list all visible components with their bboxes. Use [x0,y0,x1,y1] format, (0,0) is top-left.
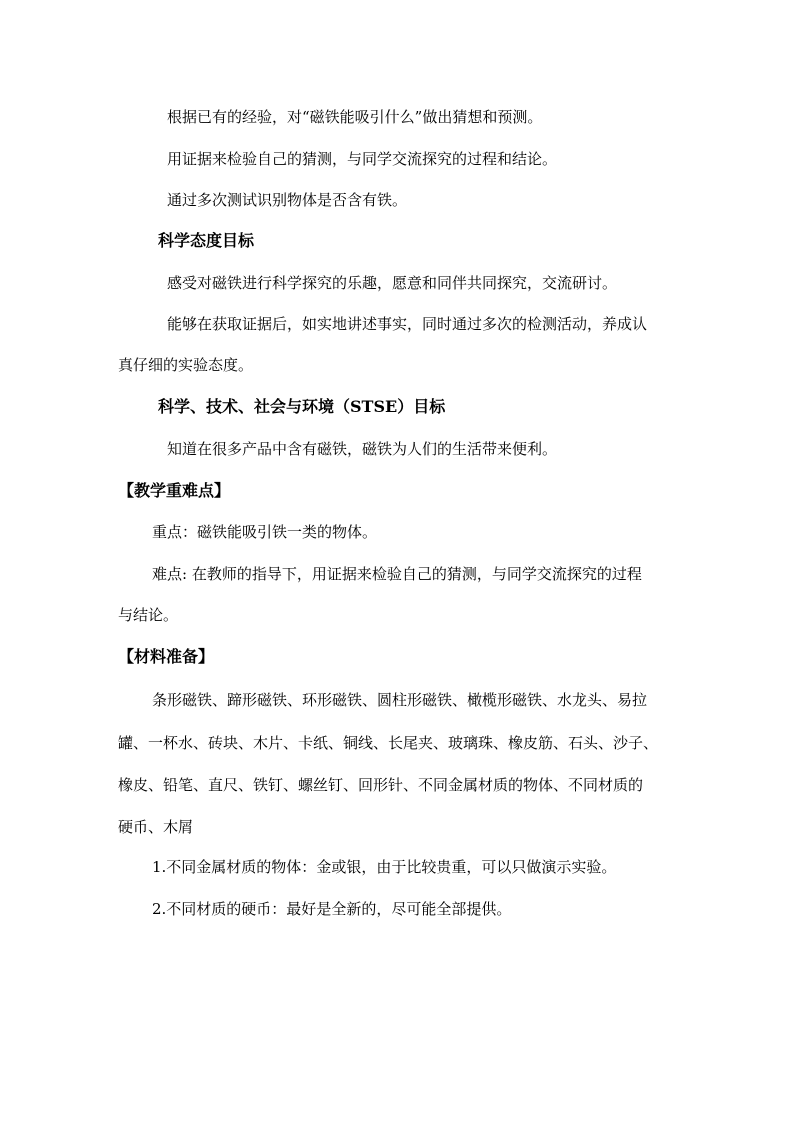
materials-row-2: 罐、一杯水、砖块、木片、卡纸、铜线、长尾夹、玻璃珠、橡皮筋、石头、沙子、 [118,734,659,752]
key-points-heading: 【教学重难点】 [118,481,231,500]
skill-line-3: 通过多次测试识别物体是否含有铁。 [167,191,408,209]
skill-line-2: 用证据来检验自己的猜测，与同学交流探究的过程和结论。 [167,150,558,168]
difficult-point-b: 与结论。 [118,606,179,624]
attitude-line-2b: 真仔细的实验态度。 [118,356,254,374]
key-point: 重点：磁铁能吸引铁一类的物体。 [152,523,378,541]
materials-row-3: 橡皮、铅笔、直尺、铁钉、螺丝钉、回形针、不同金属材质的物体、不同材质的 [118,776,644,794]
materials-note-1: 1.不同金属材质的物体：金或银，由于比较贵重，可以只做演示实验。 [152,858,617,876]
attitude-line-2a: 能够在获取证据后，如实地讲述事实，同时通过多次的检测活动，养成认 [167,315,648,333]
attitude-heading: 科学态度目标 [158,231,255,250]
materials-row-1: 条形磁铁、蹄形磁铁、环形磁铁、圆柱形磁铁、橄榄形磁铁、水龙头、易拉 [152,691,648,709]
difficult-point-a: 难点: 在教师的指导下，用证据来检验自己的猜测，与同学交流探究的过程 [152,565,642,583]
materials-note-2: 2.不同材质的硬币：最好是全新的，尽可能全部提供。 [152,900,512,918]
stse-line-1: 知道在很多产品中含有磁铁，磁铁为人们的生活带来便利。 [167,440,558,458]
attitude-line-1: 感受对磁铁进行科学探究的乐趣，愿意和同伴共同探究，交流研讨。 [167,274,618,292]
materials-heading: 【材料准备】 [118,647,215,666]
stse-heading: 科学、技术、社会与环境（STSE）目标 [158,397,446,416]
skill-line-1: 根据已有的经验，对“磁铁能吸引什么”做出猜想和预测。 [167,108,543,126]
materials-row-4: 硬币、木屑 [118,818,194,836]
